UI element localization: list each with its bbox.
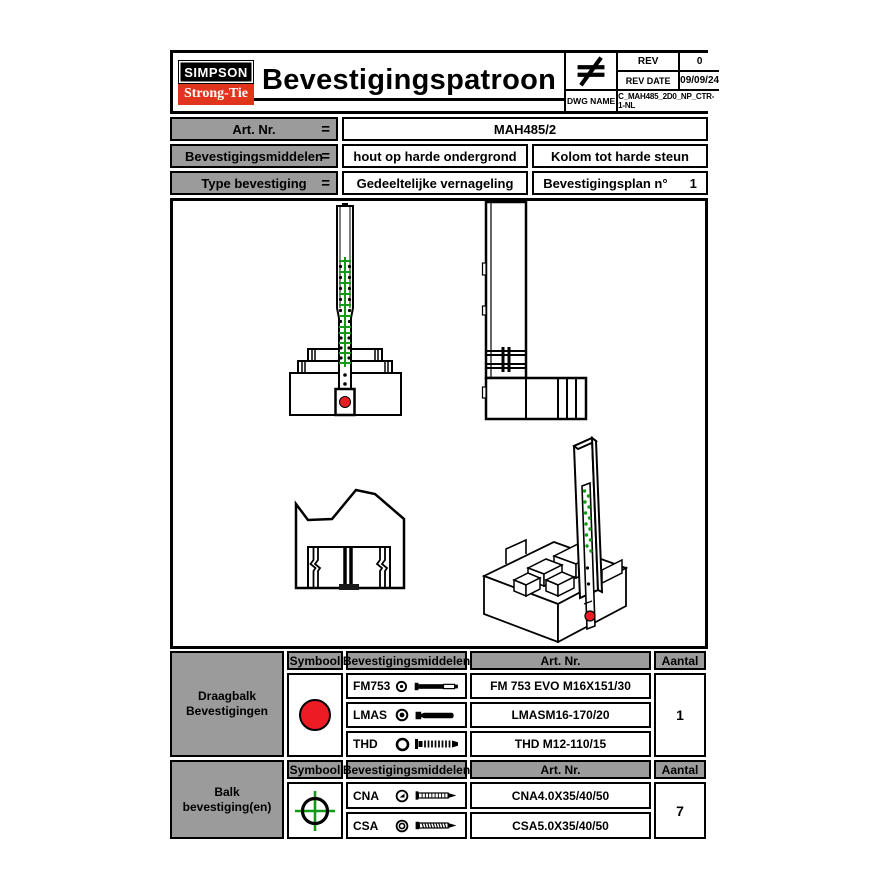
ring-end-view-icon bbox=[395, 737, 410, 752]
bevestigingsmiddelen-value-1: hout op harde ondergrond bbox=[342, 144, 528, 168]
bolt-end-view-icon bbox=[395, 680, 408, 693]
symbool-header: Symbool bbox=[287, 651, 343, 670]
bevestigingsmiddelen-label: Bevestigingsmiddelen bbox=[185, 148, 323, 164]
section-view-drawing bbox=[275, 471, 435, 641]
symbool-header: Symbool bbox=[287, 760, 343, 779]
type-bevestiging-value: Gedeeltelijke vernageling bbox=[342, 171, 528, 195]
title-block bbox=[170, 50, 720, 114]
side-view-drawing bbox=[470, 201, 620, 426]
first-angle-projection-icon bbox=[566, 53, 618, 91]
threaded-rod-icon bbox=[414, 737, 462, 751]
art-nr-value: MAH485/2 bbox=[342, 117, 708, 141]
rev-date-label: REV DATE bbox=[618, 72, 680, 91]
cna-art-nr: CNA4.0X35/40/50 bbox=[470, 782, 651, 809]
fastener-row-cna bbox=[346, 782, 467, 809]
csa-art-nr: CSA5.0X35/40/50 bbox=[470, 812, 651, 839]
csa-code: CSA bbox=[353, 818, 379, 833]
draagbalk-aantal-value: 1 bbox=[654, 673, 706, 757]
isometric-view-drawing bbox=[470, 428, 640, 643]
art-nr-header: Art. Nr. bbox=[470, 651, 651, 670]
balk-symbol-cell bbox=[287, 782, 343, 839]
red-circle-symbol-icon bbox=[299, 699, 331, 731]
draagbalk-table bbox=[170, 651, 708, 757]
info-row-art-nr bbox=[170, 117, 708, 141]
equals-sign: = bbox=[321, 147, 330, 165]
fm753-bolt-icon bbox=[412, 680, 462, 693]
aantal-header: Aantal bbox=[654, 651, 706, 670]
bevestigingsmiddelen-header: Bevestigingsmiddelen bbox=[346, 651, 467, 670]
info-row-type-bevestiging bbox=[170, 171, 708, 195]
drawing-area bbox=[170, 198, 708, 649]
art-nr-header: Art. Nr. bbox=[470, 760, 651, 779]
equals-sign: = bbox=[321, 174, 330, 192]
lmas-bolt-icon bbox=[413, 709, 459, 722]
logo-simpson-text: SIMPSON bbox=[178, 60, 254, 84]
page-title: Bevestigingspatroon bbox=[254, 64, 564, 101]
fm753-art-nr: FM 753 EVO M16X151/30 bbox=[470, 673, 651, 699]
nail-end-view-icon bbox=[395, 789, 409, 803]
draagbalk-group-label: Draagbalk Bevestigingen bbox=[170, 651, 284, 757]
bevestigingsplan-label: Bevestigingsplan n° bbox=[543, 175, 668, 191]
rev-label: REV bbox=[618, 53, 680, 72]
rev-date-value: 09/09/24 bbox=[680, 72, 719, 91]
thd-code: THD bbox=[353, 737, 378, 751]
type-bevestiging-label: Type bevestiging bbox=[201, 175, 307, 191]
balk-table bbox=[170, 760, 708, 839]
fastener-row-fm753 bbox=[346, 673, 467, 699]
logo-strongtie-text: Strong-Tie bbox=[178, 84, 254, 105]
green-crosshair-symbol-icon bbox=[293, 789, 337, 833]
equals-sign: = bbox=[321, 120, 330, 138]
fm753-code: FM753 bbox=[353, 679, 391, 693]
art-nr-label: Art. Nr. bbox=[232, 121, 276, 137]
bevestigingsplan-number: 1 bbox=[689, 175, 697, 191]
fastener-row-lmas bbox=[346, 702, 467, 728]
bevestigingsmiddelen-value-2: Kolom tot harde steun bbox=[532, 144, 708, 168]
cna-nail-icon bbox=[413, 789, 460, 802]
aantal-header: Aantal bbox=[654, 760, 706, 779]
rev-value: 0 bbox=[680, 53, 719, 72]
drawing-sheet bbox=[170, 50, 720, 842]
balk-group-label: Balk bevestiging(en) bbox=[170, 760, 284, 839]
dwg-name-label: DWG NAME bbox=[566, 91, 618, 111]
info-row-bevestigingsmiddelen bbox=[170, 144, 708, 168]
balk-aantal-value: 7 bbox=[654, 782, 706, 839]
screw-end-view-icon bbox=[395, 819, 409, 833]
simpson-strongtie-logo bbox=[173, 53, 254, 111]
bolt-end-view-icon bbox=[395, 708, 409, 722]
front-view-drawing bbox=[270, 203, 430, 423]
fastener-row-csa bbox=[346, 812, 467, 839]
bevestigingsmiddelen-header: Bevestigingsmiddelen bbox=[346, 760, 467, 779]
csa-screw-icon bbox=[413, 819, 460, 832]
lmas-code: LMAS bbox=[353, 708, 387, 722]
cna-code: CNA bbox=[353, 788, 379, 803]
draagbalk-symbol-cell bbox=[287, 673, 343, 757]
lmas-art-nr: LMASM16-170/20 bbox=[470, 702, 651, 728]
thd-art-nr: THD M12-110/15 bbox=[470, 731, 651, 757]
dwg-name-value: C_MAH485_2D0_NP_CTR-1-NL bbox=[618, 91, 719, 111]
fastener-row-thd bbox=[346, 731, 467, 757]
revision-block bbox=[564, 53, 719, 111]
